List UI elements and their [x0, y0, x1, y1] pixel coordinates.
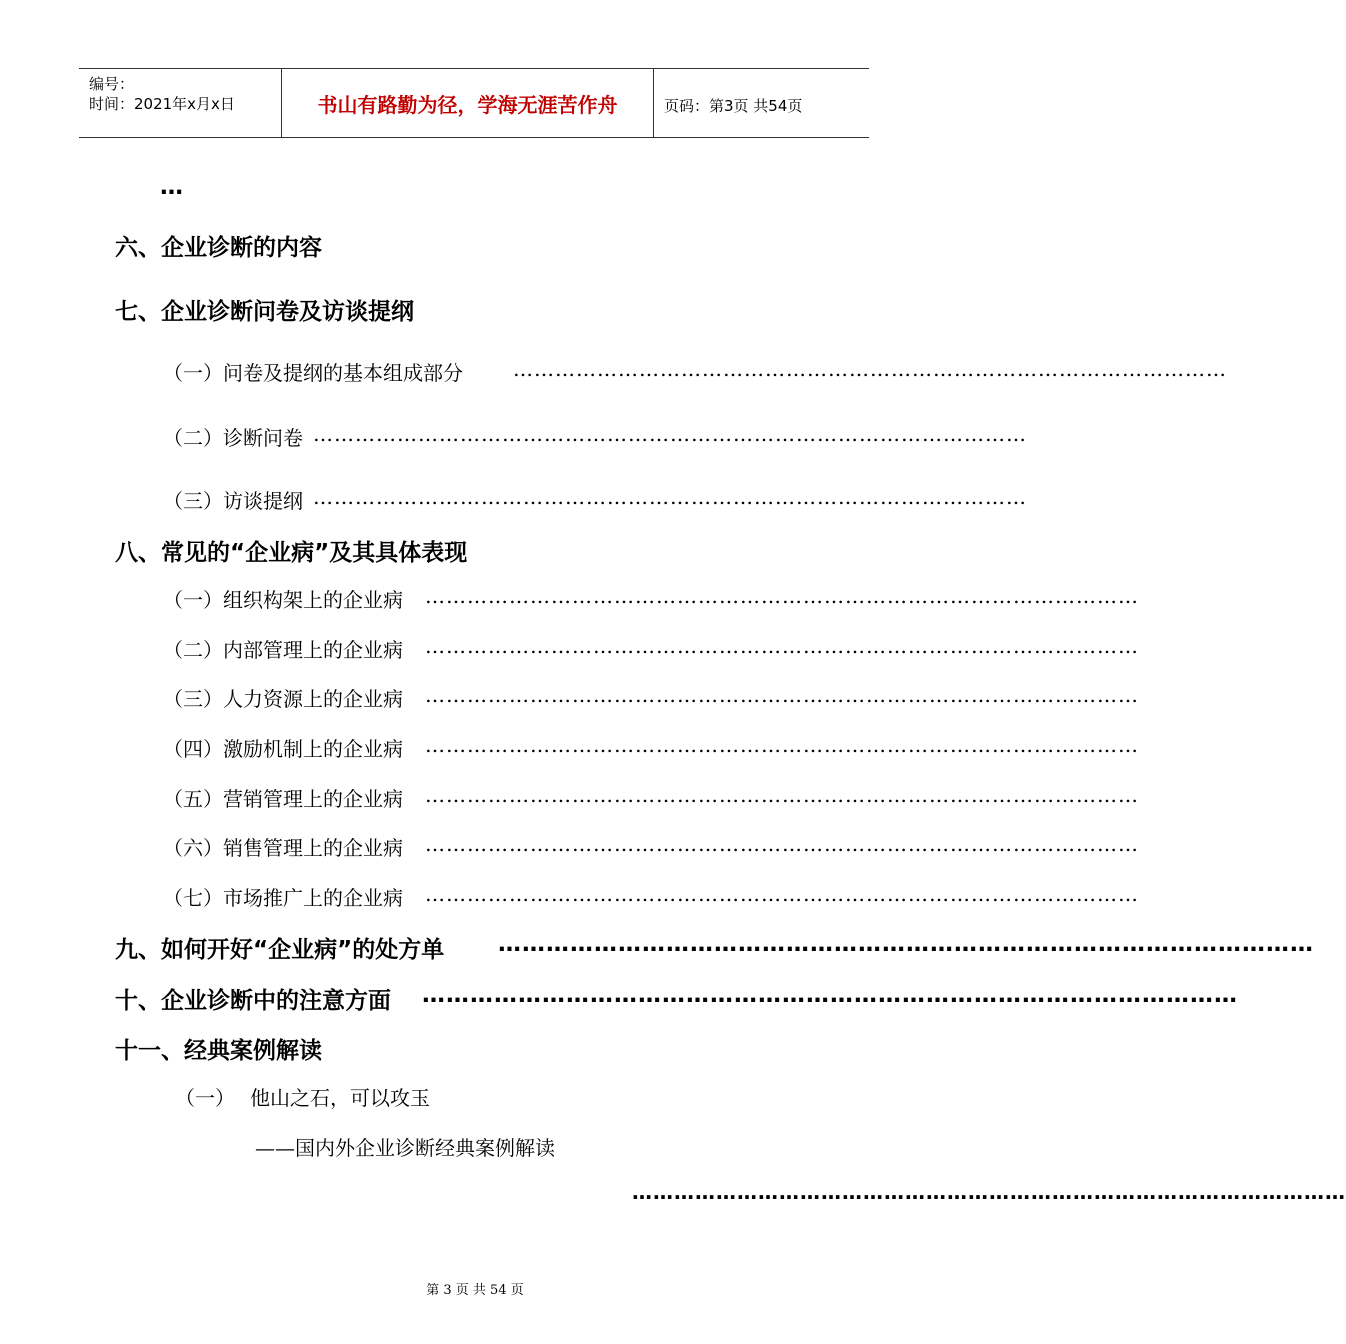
- toc-item-8-3: （三）人力资源上的企业病: [163, 687, 403, 711]
- header-page-label: 页码：第3页 共54页: [664, 97, 803, 115]
- toc-leader-dots: …………………………………………………………………………………………: [422, 982, 1238, 1008]
- toc-leader-dots: …………………………………………………………………………………………: [313, 422, 1027, 446]
- toc-item-7-2: （二）诊断问卷: [163, 426, 303, 450]
- toc-item-7-3: （三）访谈提纲: [163, 489, 303, 513]
- toc-item-11-1-number: （一）: [175, 1086, 235, 1110]
- page-header: [79, 68, 869, 138]
- toc-heading-7: 七、企业诊断问卷及访谈提纲: [115, 299, 414, 325]
- toc-item-8-5: （五）营销管理上的企业病: [163, 787, 403, 811]
- toc-item-8-4: （四）激励机制上的企业病: [163, 737, 403, 761]
- header-meta-cell: [79, 69, 282, 137]
- toc-leader-dots: …………………………………………………………………………………………: [513, 357, 1227, 381]
- toc-leader-dots: …………………………………………………………………………………………: [425, 783, 1139, 807]
- toc-leader-dots: …………………………………………………………………………………………: [425, 832, 1139, 856]
- toc-heading-6: 六、企业诊断的内容: [115, 235, 322, 261]
- toc-leader-dots: …………………………………………………………………………………………: [632, 1180, 1346, 1204]
- toc-heading-11: 十一、经典案例解读: [115, 1038, 322, 1064]
- toc-leader-dots: …………………………………………………………………………………………: [425, 683, 1139, 707]
- toc-item-11-1-subtitle: ——国内外企业诊断经典案例解读: [255, 1136, 555, 1160]
- toc-item-8-6: （六）销售管理上的企业病: [163, 836, 403, 860]
- header-motto: 书山有路勤为径，学海无涯苦作舟: [317, 93, 618, 117]
- toc-leader-dots: …………………………………………………………………………………………: [425, 634, 1139, 658]
- toc-continuation-ellipsis: …: [160, 174, 183, 200]
- toc-item-8-2: （二）内部管理上的企业病: [163, 638, 403, 662]
- page-footer: 第 3 页 共 54 页: [426, 1283, 524, 1298]
- toc-item-8-1: （一）组织构架上的企业病: [163, 588, 403, 612]
- header-motto-cell: [282, 69, 654, 137]
- toc-item-8-7: （七）市场推广上的企业病: [163, 886, 403, 910]
- toc-leader-dots: …………………………………………………………………………………………: [313, 485, 1027, 509]
- toc-item-7-1: （一）问卷及提纲的基本组成部分: [163, 361, 463, 385]
- document-date-label: 时间：2021年x月x日: [89, 95, 235, 113]
- toc-heading-10: 十、企业诊断中的注意方面: [115, 988, 391, 1014]
- toc-heading-8: 八、常见的“企业病”及其具体表现: [115, 540, 468, 566]
- toc-heading-9: 九、如何开好“企业病”的处方单: [115, 937, 445, 963]
- toc-leader-dots: …………………………………………………………………………………………: [425, 733, 1139, 757]
- toc-leader-dots: …………………………………………………………………………………………: [425, 882, 1139, 906]
- toc-leader-dots: …………………………………………………………………………………………: [425, 584, 1139, 608]
- toc-item-11-1-title: 他山之石，可以攻玉: [250, 1086, 430, 1110]
- document-number-label: 编号：: [89, 75, 135, 93]
- toc-leader-dots: …………………………………………………………………………………………: [498, 931, 1314, 957]
- header-page-cell: [654, 69, 868, 137]
